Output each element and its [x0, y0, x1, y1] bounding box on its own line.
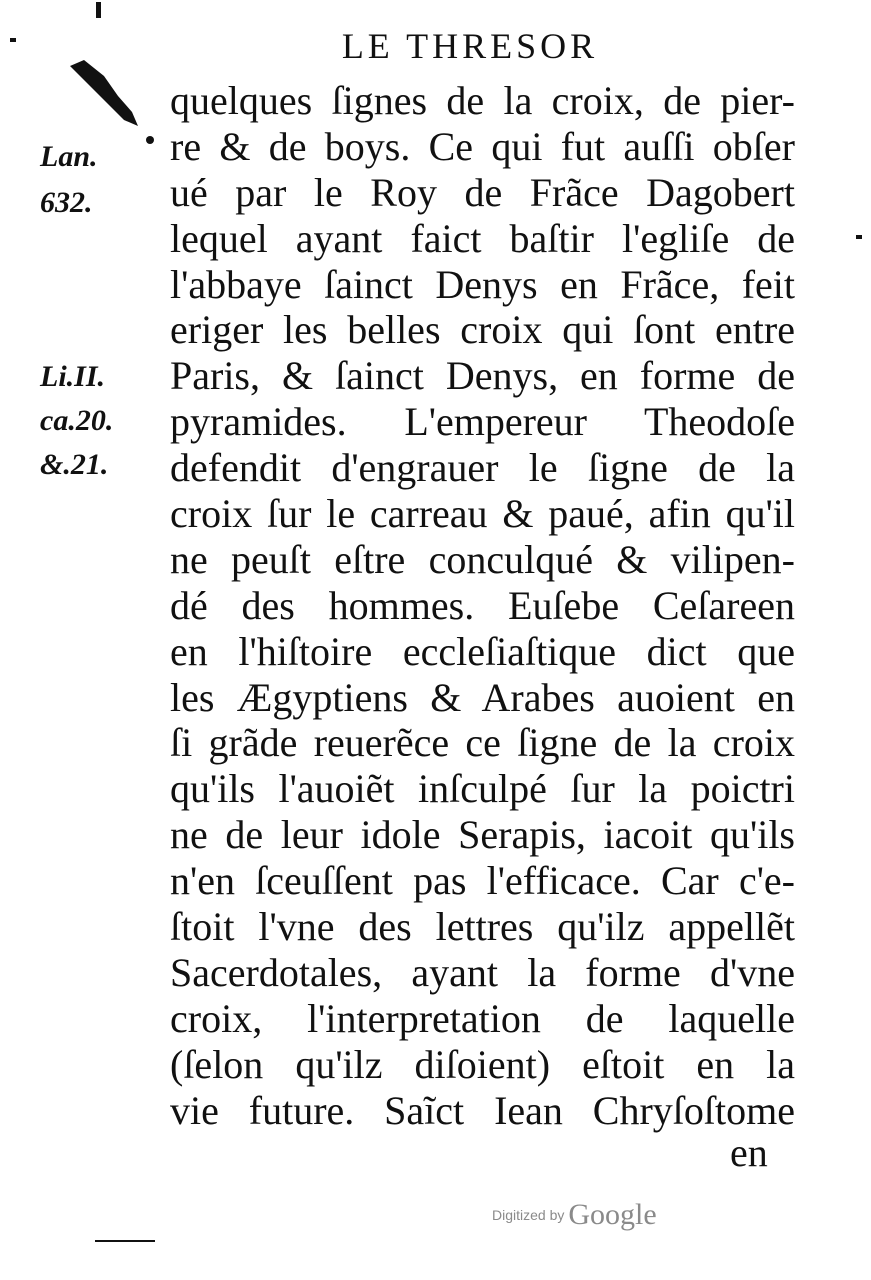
text-line: ſtoit l'vne des lettres qu'ilz appellẽt [170, 904, 795, 950]
text-line: Paris, & ſainct Denys, en forme de [170, 353, 795, 399]
text-line: l'abbaye ſainct Denys en Frãce, feit [170, 261, 795, 307]
text-line: (ſelon qu'ilz diſoient) eſtoit en la [170, 1041, 795, 1087]
margin-note-chapter: ca.20. [40, 404, 114, 437]
body-text [170, 78, 795, 1133]
text-line: en l'hiſtoire eccleſiaſtique dict que [170, 628, 795, 674]
watermark-prefix: Digitized by [492, 1207, 565, 1223]
text-line: pyramides. L'empereur Theodoſe [170, 399, 795, 445]
text-line: quelques ſignes de la croix, de pier- [170, 78, 795, 123]
text-line: re & de boys. Ce qui fut auſſi obſer [170, 123, 795, 169]
digitized-watermark [492, 1198, 657, 1232]
text-line: croix, l'interpretation de laquelle [170, 995, 795, 1041]
text-line: Sacerdotales, ayant la forme d'vne [170, 949, 795, 995]
text-line: defendit d'engrauer le ſigne de la [170, 445, 795, 491]
speck-right [856, 235, 862, 239]
speck-left [10, 38, 16, 42]
text-line: dé des hommes. Euſebe Ceſareen [170, 582, 795, 628]
margin-note-year: Lan. [40, 140, 98, 173]
margin-note-book: Li.II. [40, 360, 106, 393]
text-line: ne de leur idole Serapis, iacoit qu'ils [170, 812, 795, 858]
text-line: croix ſur le carreau & paué, afin qu'il [170, 491, 795, 537]
running-header: LE THRESOR [341, 26, 599, 66]
text-line: ſi grãde reuerẽce ce ſigne de la croix [170, 720, 795, 766]
margin-note-year-number: 632. [40, 186, 93, 219]
text-line: eriger les belles croix qui ſont entre [170, 307, 795, 353]
text-line: vie future. Saĩct Iean Chryſoſtome [170, 1087, 795, 1133]
speck-top [96, 2, 101, 18]
catchword: en [730, 1130, 768, 1175]
text-line: n'en ſceuſſent pas l'efficace. Car c'e- [170, 858, 795, 904]
text-line: lequel ayant faict baſtir l'egliſe de [170, 215, 795, 261]
text-line: ne peuſt eſtre conculqué & vilipen- [170, 536, 795, 582]
watermark-logo: Google [568, 1198, 657, 1231]
ink-dot [146, 136, 154, 144]
bottom-rule [95, 1240, 155, 1242]
margin-note-chapter-next: &.21. [40, 448, 109, 481]
text-line: qu'ils l'auoiẽt inſculpé ſur la poictri [170, 766, 795, 812]
ink-blot [70, 60, 138, 126]
text-line: ué par le Roy de Frãce Dagobert [170, 169, 795, 215]
text-line: les Ægyptiens & Arabes auoient en [170, 674, 795, 720]
